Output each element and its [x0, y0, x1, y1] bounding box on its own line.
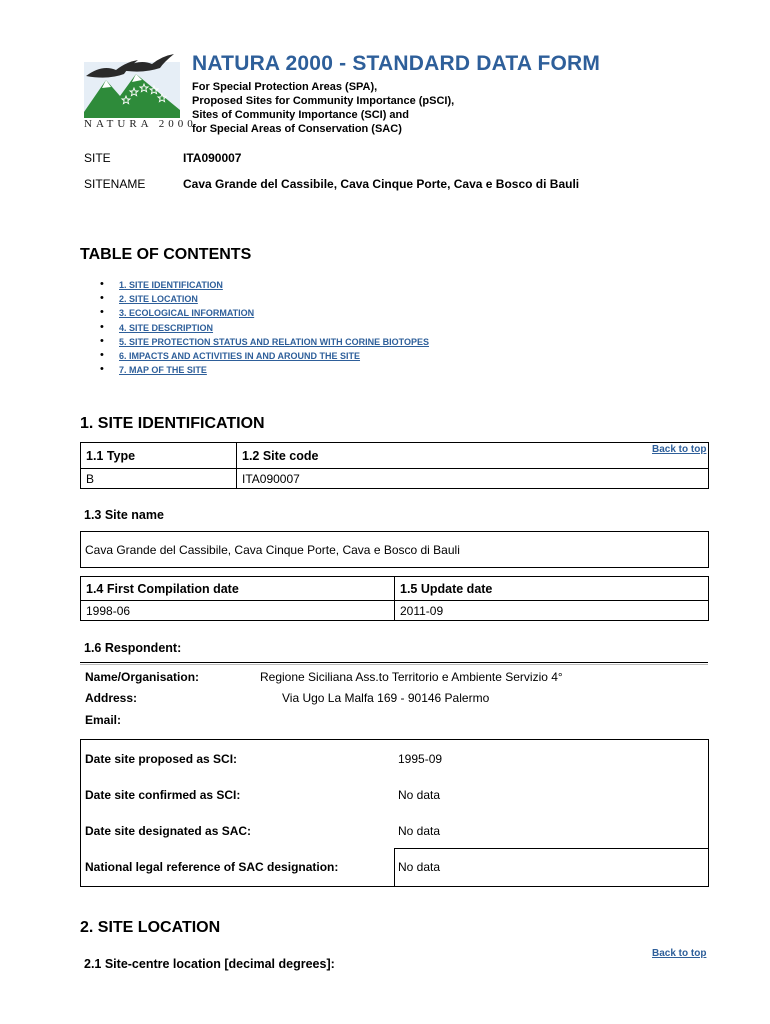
type-value: B: [81, 469, 237, 489]
name-organisation-value: Regione Siciliana Ass.to Territorio e Ambiente Servizio 4°: [260, 670, 563, 684]
bullet-icon: •: [100, 363, 104, 376]
respondent-divider: [80, 664, 708, 665]
toc-link-site-protection-status[interactable]: 5. SITE PROTECTION STATUS AND RELATION WITH CORINE BIOTOPES: [119, 336, 430, 347]
logo-wordmark: NATURA 2000: [84, 118, 197, 130]
toc-link-impacts-activities[interactable]: 6. IMPACTS AND ACTIVITIES IN AND AROUND THE SITE: [119, 350, 361, 361]
legal-reference-value: No data: [398, 860, 441, 874]
bullet-icon: •: [100, 320, 104, 333]
legal-reference-label: National legal reference of SAC designation:: [85, 860, 339, 874]
sitename-value: Cava Grande del Cassibile, Cava Cinque Porte, Cava e Bosco di Bauli: [183, 177, 580, 191]
bullet-icon: •: [100, 334, 104, 347]
respondent-label: 1.6 Respondent:: [84, 641, 182, 655]
update-date-header: 1.5 Update date: [395, 577, 709, 601]
toc-link-map-of-site[interactable]: 7. MAP OF THE SITE: [119, 365, 207, 376]
page-title: NATURA 2000 - STANDARD DATA FORM: [192, 52, 601, 75]
subtitle-line: Proposed Sites for Community Importance (pSCI),: [192, 95, 455, 107]
type-header: 1.1 Type: [81, 443, 237, 469]
back-to-top-link[interactable]: Back to top: [652, 948, 707, 959]
site-name-box: [80, 531, 709, 568]
date-confirmed-sci-label: Date site confirmed as SCI:: [85, 788, 241, 802]
back-to-top-link[interactable]: Back to top: [652, 444, 707, 455]
compilation-date-value: 1998-06: [81, 601, 395, 621]
site-name-label: 1.3 Site name: [84, 508, 164, 522]
address-value: Via Ugo La Malfa 169 - 90146 Palermo: [282, 691, 490, 705]
subtitle-line: Sites of Community Importance (SCI) and: [192, 109, 409, 121]
date-proposed-sci-label: Date site proposed as SCI:: [85, 752, 238, 766]
toc-link-site-identification[interactable]: 1. SITE IDENTIFICATION: [119, 280, 223, 290]
subtitle-line: For Special Protection Areas (SPA),: [192, 81, 378, 93]
site-name-value: Cava Grande del Cassibile, Cava Cinque Porte, Cava e Bosco di Bauli: [85, 543, 460, 557]
site-code-header: 1.2 Site code: [237, 443, 709, 469]
date-proposed-sci-value: 1995-09: [398, 752, 443, 766]
compilation-date-header: 1.4 First Compilation date: [81, 577, 395, 601]
date-confirmed-sci-value: No data: [398, 788, 441, 802]
site-label: SITE: [84, 151, 111, 165]
bullet-icon: •: [100, 348, 104, 361]
toc-link-site-location[interactable]: 2. SITE LOCATION: [119, 294, 198, 305]
designation-dates-box: [80, 739, 709, 887]
sitename-label: SITENAME: [84, 177, 146, 191]
name-organisation-label: Name/Organisation:: [85, 670, 200, 684]
bullet-icon: •: [100, 292, 104, 305]
site-code-value: ITA090007: [183, 151, 242, 165]
update-date-value: 2011-09: [395, 601, 709, 621]
site-code-cell: ITA090007: [237, 469, 709, 489]
address-label: Address:: [85, 691, 138, 705]
bullet-icon: •: [100, 306, 104, 319]
section-1-heading: 1. SITE IDENTIFICATION: [80, 415, 265, 432]
type-code-table: [80, 442, 709, 489]
bullet-icon: •: [100, 278, 104, 290]
toc-heading: TABLE OF CONTENTS: [80, 246, 252, 263]
email-label: Email:: [85, 713, 122, 727]
section-2-heading: 2. SITE LOCATION: [80, 919, 221, 936]
date-designated-sac-value: No data: [398, 824, 441, 838]
column-divider: [394, 848, 395, 886]
toc-link-ecological-information[interactable]: 3. ECOLOGICAL INFORMATION: [119, 308, 255, 319]
dates-table: [80, 576, 709, 621]
subtitle-line: for Special Areas of Conservation (SAC): [192, 123, 402, 135]
toc-link-site-description[interactable]: 4. SITE DESCRIPTION: [119, 322, 214, 333]
date-designated-sac-label: Date site designated as SAC:: [85, 824, 252, 838]
site-centre-location-label: 2.1 Site-centre location [decimal degrees]:: [84, 957, 335, 971]
row-divider: [394, 848, 708, 849]
page-subtitle: [192, 80, 454, 136]
respondent-divider: [80, 662, 708, 663]
